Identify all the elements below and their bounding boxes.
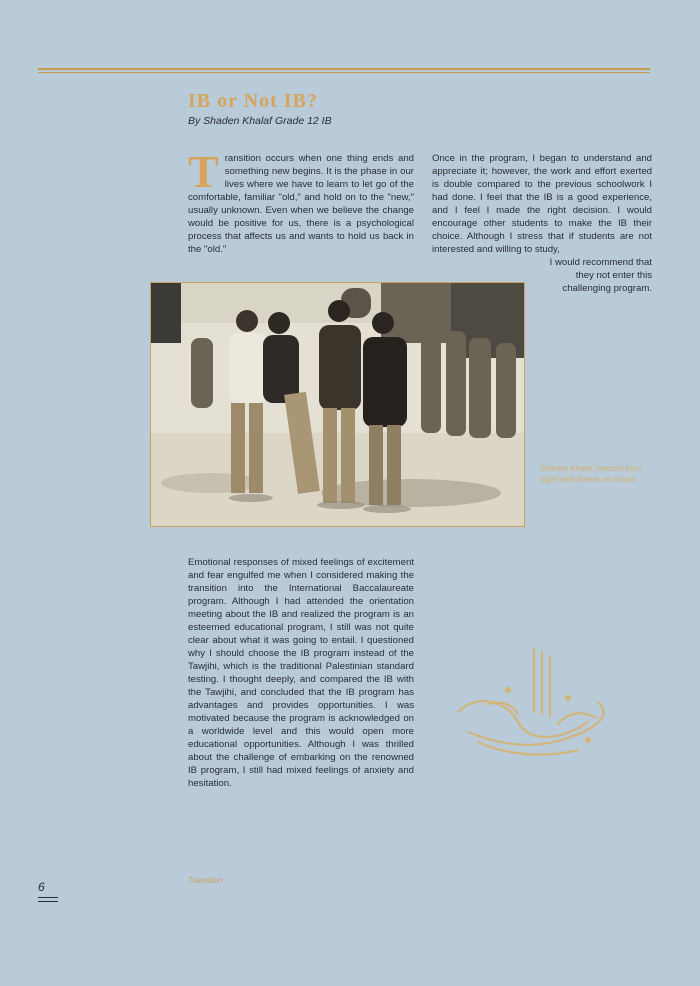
arabic-calligraphy-ornament (448, 642, 618, 762)
article-column-1 (188, 146, 414, 256)
top-rule (38, 68, 650, 74)
paragraph-2-upper: Once in the program, I began to understand and appreciate it; however, the work and effort exerted is double compared to the previous schoolwork I had done. I feel that the IB is a good experience, and I feel I made the right decision. I would encourage other students to make the IB their choice. Although I stress that if students are not interested and willing to study, (432, 153, 652, 255)
article-byline: By Shaden Khalaf Grade 12 IB (188, 115, 332, 127)
students-photo (150, 282, 525, 527)
article-column-3 (188, 556, 414, 790)
page-number-rule (38, 897, 58, 903)
article-column-2 (432, 152, 652, 295)
photo-caption: Shaden Khalaf (second from right) with friends at school (540, 464, 642, 484)
footer-section-word: Transition (188, 876, 223, 885)
page-number: 6 (38, 880, 45, 894)
students-photo-illustration (151, 283, 524, 526)
paragraph-1: ransition occurs when one thing ends and something new begins. It is the phase in our lives where we have to learn to let go of the comfortable, familiar "old," and hold on to the "new," usually unknown. Even when we believe the change would be positive for us, there is a psychological process that affects us and wants to hold us back in the "old." (188, 153, 414, 255)
drop-cap: T (188, 146, 219, 197)
article-title: IB or Not IB? (188, 90, 318, 112)
paragraph-3: Emotional responses of mixed feelings of excitement and fear engulfed me when I considered making the transition into the International Baccalaureate program. Although I had attended the orientation meeting about the IB and realized the program is an esteemed educational program, I still was not quite clear about what it was going to entail. I questioned why I should choose the IB program instead of the Tawjihi, which is the traditional Palestinian standard testing. I thought deeply, and compared the IB with the Tawjihi, and concluded that the IB program has advantages and provides opportunities. I was motivated because the program is acknowledged on a worldwide level and this would open more educational opportunities. Although I was thrilled about the challenge of embarking on the renowned IB program, I still had mixed feelings of anxiety and hesitation. (188, 557, 414, 789)
paragraph-2-lower: I would recommend that they not enter this challenging program. (549, 257, 652, 294)
